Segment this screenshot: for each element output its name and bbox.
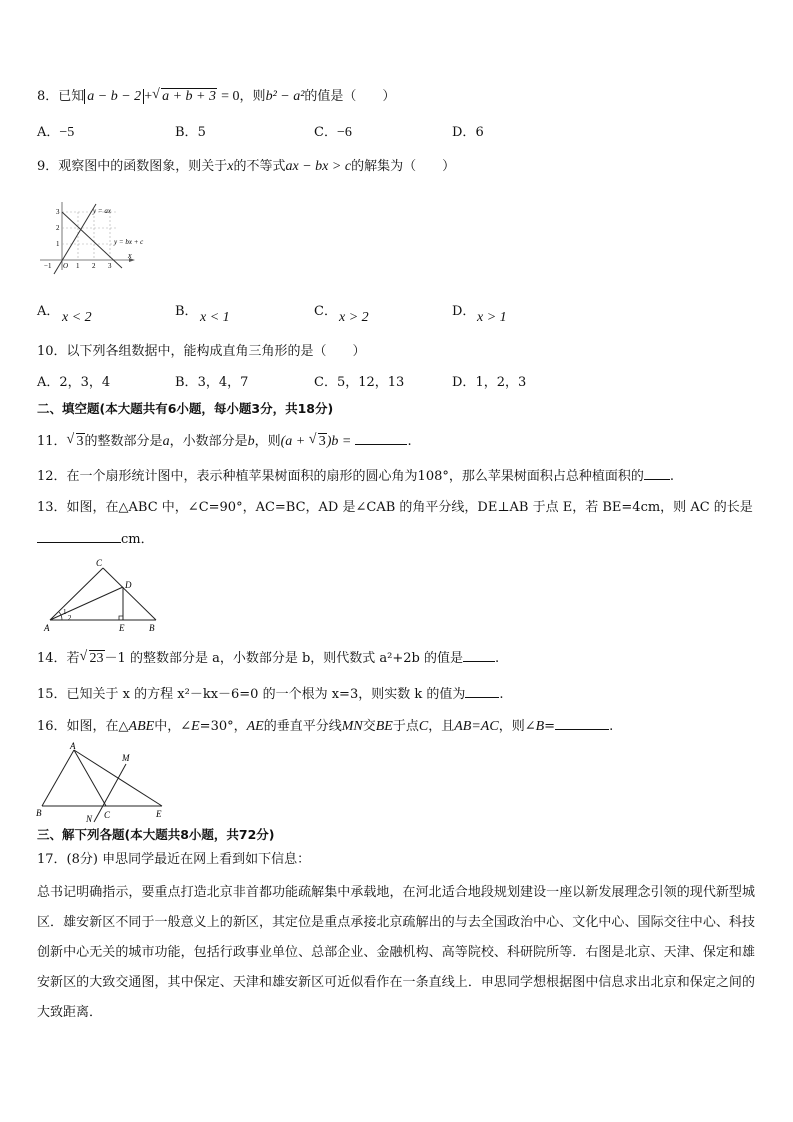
q9-middle: 的不等式	[233, 159, 286, 174]
q9-tick-y3: 3	[56, 208, 60, 216]
q13-right-angle-mark	[119, 616, 123, 620]
q15-answer-blank[interactable]	[465, 697, 499, 698]
q9-option-d-value: x > 1	[477, 310, 507, 325]
question-11: 11．√ 3的整数部分是a，小数部分是b，则(a + √ 3)b = .	[37, 433, 412, 451]
q8-sqrt-expression: a + b + 3	[162, 89, 216, 104]
question-12: 12．在一个扇形统计图中，表示种植苹果树面积的扇形的圆心角为108°，那么苹果树面积占总种植面积的 .	[37, 469, 674, 484]
q10-option-a[interactable]: A．2，3，4	[37, 375, 111, 390]
question-8	[37, 88, 395, 106]
q8-equals-zero: = 0	[221, 89, 240, 104]
q8-plus: +	[144, 89, 153, 104]
q8-option-c[interactable]: C．−6	[314, 125, 352, 140]
svg-text:A: A	[44, 623, 50, 633]
q9-line-ax	[54, 204, 96, 274]
svg-text:A: A	[70, 741, 76, 751]
svg-text:1: 1	[63, 608, 67, 616]
q8-abs-expression: a − b − 2	[84, 89, 144, 104]
q11-sqrt: √ 3	[67, 433, 85, 451]
q16-side-ab	[42, 750, 74, 806]
q9-function-graph	[36, 198, 144, 274]
svg-text:N: N	[86, 814, 93, 824]
q8-sqrt	[152, 88, 217, 106]
question-15: 15．已知关于 x 的方程 x²－kx－6=0 的一个根为 x=3，则实数 k 的值为 .	[37, 687, 504, 702]
q9-tick-y1: 1	[56, 240, 60, 248]
q8-suffix: 的值是（ ）	[304, 89, 396, 104]
svg-text:E: E	[156, 809, 162, 819]
q8-option-d[interactable]: D．6	[452, 125, 484, 140]
q9-option-b-value: x < 1	[200, 310, 230, 325]
q16-segment-ac	[74, 750, 106, 806]
question-16: 16．如图，在△ABE中，∠E=30°，AE的垂直平分线MN交BE于点C，且AB=AC，则∠B= .	[37, 719, 614, 734]
q9-option-c-value: x > 2	[339, 310, 369, 325]
q9-origin: O	[63, 262, 69, 270]
q14-answer-blank[interactable]	[463, 661, 495, 662]
question-17-body: 总书记明确指示，要重点打造北京非首都功能疏解集中承载地，在河北适合地段规划建设一座以新发展理念引领的现代新型城区．雄安新区不同于一般意义上的新区，其定位是重点承接北京疏解出的与去全国政治中心、文化中心、国际交往中心、科技创新中心无关的城市功能，包括行政事业单位、总部企业、金融机构、高等院校、科研院所等．右图是北京、天津、保定和雄安新区的大致交通图，其中保定、天津和雄安新区可近似看作在一条直线上．申思同学想根据图中信息求出北京和保定之间的大致距离．	[37, 885, 755, 1020]
svg-text:M: M	[122, 753, 130, 763]
q9-tick-x2: 2	[92, 262, 96, 270]
svg-text:B: B	[36, 808, 42, 818]
q10-option-b[interactable]: B．3，4，7	[175, 375, 249, 390]
svg-text:B: B	[149, 623, 155, 633]
svg-text:D: D	[125, 580, 132, 590]
section-3-heading: 三、解下列各题(本大题共8小题，共72分)	[37, 827, 275, 842]
q9-option-a[interactable]: A．	[37, 304, 60, 319]
q9-inequality: ax − bx > c	[285, 159, 352, 174]
question-9	[37, 158, 455, 176]
q9-label-y-ax: y = ax	[93, 207, 111, 215]
q9-prefix: 9．观察图中的函数图象，则关于	[37, 159, 228, 174]
q13-side-cb	[103, 568, 156, 620]
q9-option-c[interactable]: C．	[314, 304, 337, 319]
q8-prefix: 8．已知	[37, 89, 85, 104]
q10-option-d[interactable]: D．1，2，3	[452, 375, 527, 390]
q13-line-2: cm．	[37, 531, 154, 549]
q8-option-a[interactable]: A．−5	[37, 125, 75, 140]
q10-option-c[interactable]: C．5，12，13	[314, 375, 405, 390]
q8-target-expression: b² − a²	[265, 89, 305, 104]
question-13: 13．如图，在△ABC 中，∠C=90°，AC=BC，AD 是∠CAB 的角平分线，DE⊥AB 于点 E，若 BE=4cm，则 AC 的长是	[37, 500, 753, 515]
q8-option-b[interactable]: B．5	[175, 125, 206, 140]
q9-tick-xneg1: −1	[44, 262, 52, 270]
q9-suffix: 的解集为（ ）	[351, 159, 456, 174]
q12-answer-blank[interactable]	[644, 479, 670, 480]
q9-x-axis-label: x	[128, 251, 132, 260]
q9-variable: x	[227, 159, 234, 174]
question-10: 10．以下列各组数据中，能构成直角三角形的是（ ）	[37, 344, 366, 359]
q8-middle: ，则	[239, 89, 266, 104]
q9-option-a-value: x < 2	[62, 310, 92, 325]
svg-text:C: C	[104, 810, 111, 820]
q13-triangle-figure	[40, 556, 170, 634]
q13-answer-blank[interactable]	[37, 542, 121, 543]
question-17-title: 17．(8分) 申思同学最近在网上看到如下信息：	[37, 852, 311, 867]
q16-answer-blank[interactable]	[555, 729, 609, 730]
q9-option-d[interactable]: D．	[452, 304, 476, 319]
svg-text:E: E	[119, 623, 125, 633]
q9-tick-y2: 2	[56, 224, 60, 232]
q9-tick-x1: 1	[76, 262, 80, 270]
svg-text:C: C	[96, 558, 103, 568]
q9-option-b[interactable]: B．	[175, 304, 198, 319]
q13-side-ac	[50, 568, 103, 620]
q11-answer-blank[interactable]	[355, 444, 407, 445]
question-14: 14．若√ 23－1 的整数部分是 a，小数部分是 b，则代数式 a²+2b 的值是 .	[37, 650, 499, 668]
q16-triangle-figure	[34, 740, 174, 824]
q14-sqrt: √ 23	[80, 650, 105, 668]
svg-text:2: 2	[68, 614, 72, 622]
q9-tick-x3: 3	[108, 262, 112, 270]
section-2-heading: 二、填空题(本大题共有6小题，每小题3分，共18分)	[37, 401, 334, 416]
q9-label-y-bxc: y = bx + c	[114, 238, 144, 246]
